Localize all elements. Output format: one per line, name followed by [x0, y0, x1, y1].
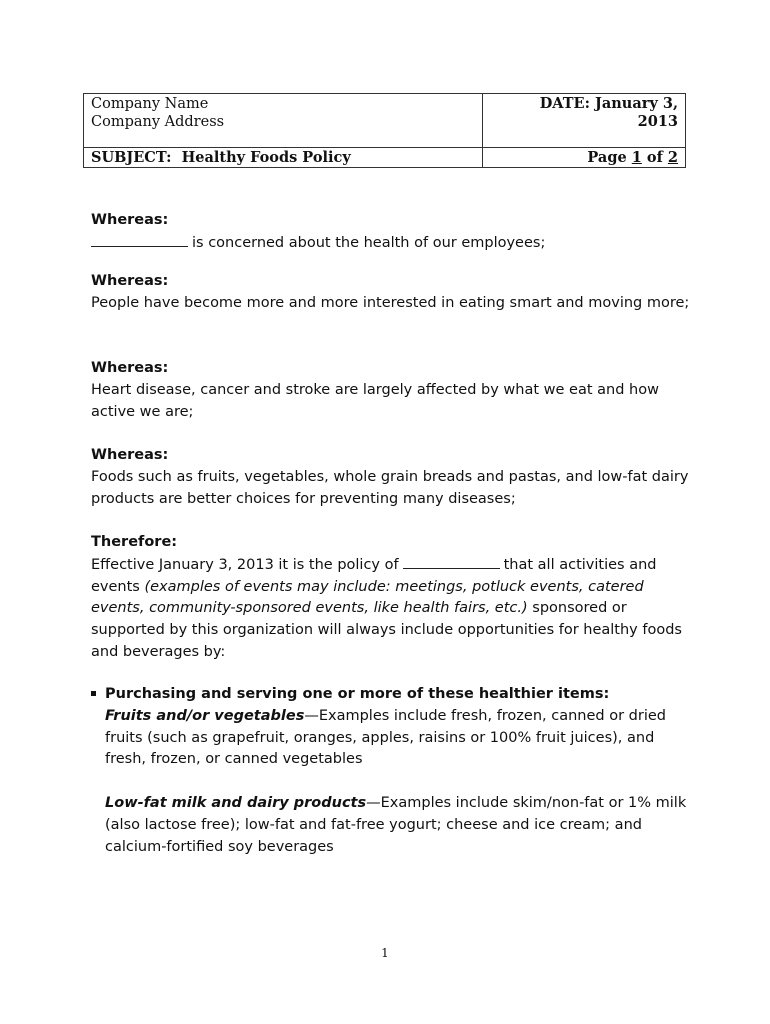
dairy-paragraph: [105, 793, 691, 858]
page-word: Page: [587, 149, 627, 166]
whereas-heading: Whereas:: [91, 273, 169, 289]
dairy-title: Low-fat milk and dairy products: [105, 794, 367, 811]
whereas-block-4: [91, 445, 691, 510]
date-year: 2013: [637, 113, 678, 130]
therefore-heading: Therefore:: [91, 534, 178, 550]
whereas-text: Foods such as fruits, vegetables, whole grain breads and pastas, and low-fat dairy products are better choices for preventing many diseases;: [91, 468, 689, 507]
whereas-block-1: [91, 210, 691, 255]
page-current: 1: [631, 149, 642, 166]
whereas-heading: Whereas:: [91, 212, 169, 228]
page-cell: [483, 148, 686, 168]
therefore-text-end: sponsored or supported by this organization will always include opportunities for healthy foods and beverages by:: [91, 600, 682, 660]
page-of: of: [646, 149, 663, 166]
header-table: [83, 93, 686, 168]
page-total: 2: [667, 149, 678, 166]
therefore-block: [91, 532, 691, 664]
whereas-block-3: [91, 358, 691, 423]
fruits-paragraph: [105, 706, 691, 771]
whereas-heading: Whereas:: [91, 447, 169, 463]
whereas-text: Heart disease, cancer and stroke are largely affected by what we eat and how active we are;: [91, 381, 659, 420]
bullet-heading: Purchasing and serving one or more of these healthier items:: [105, 686, 610, 702]
whereas-text: People have become more and more interested in eating smart and moving more;: [91, 294, 690, 311]
fill-in-blank: [403, 554, 500, 569]
fruits-text: —Examples include fresh, frozen, canned or dried fruits (such as grapefruit, oranges, apples, raisins or 100% fruit juices), and fresh, frozen, or canned vegetables: [105, 707, 666, 768]
therefore-text-start: Effective January 3, 2013 it is the policy of: [91, 556, 399, 573]
bullet-list-item: [91, 684, 691, 858]
whereas-text: is concerned about the health of our employees;: [192, 234, 546, 251]
whereas-block-2: [91, 271, 691, 315]
square-bullet-icon: [91, 691, 96, 696]
subject-label: SUBJECT:: [91, 149, 172, 166]
date-cell: [483, 94, 686, 148]
company-address: Company Address: [91, 114, 225, 130]
therefore-examples: (examples of events may include: meetings, potluck events, catered events, community-sponsored events, like health fairs, etc.): [91, 578, 644, 617]
subject-cell: [84, 148, 483, 168]
date-label: DATE: January 3,: [539, 95, 678, 112]
therefore-text-mid: that all activities and events: [91, 556, 657, 595]
subject-value: Healthy Foods Policy: [181, 149, 351, 166]
company-name: Company Name: [91, 96, 209, 112]
fruits-title: Fruits and/or vegetables: [105, 707, 305, 724]
company-info-cell: [84, 94, 483, 148]
page-number: 1: [381, 946, 389, 960]
fill-in-blank: [91, 232, 188, 247]
whereas-heading: Whereas:: [91, 360, 169, 376]
dairy-text: —Examples include skim/non-fat or 1% milk (also lactose free); low-fat and fat-free yogurt; cheese and ice cream; and calcium-fortified soy beverages: [105, 794, 687, 855]
